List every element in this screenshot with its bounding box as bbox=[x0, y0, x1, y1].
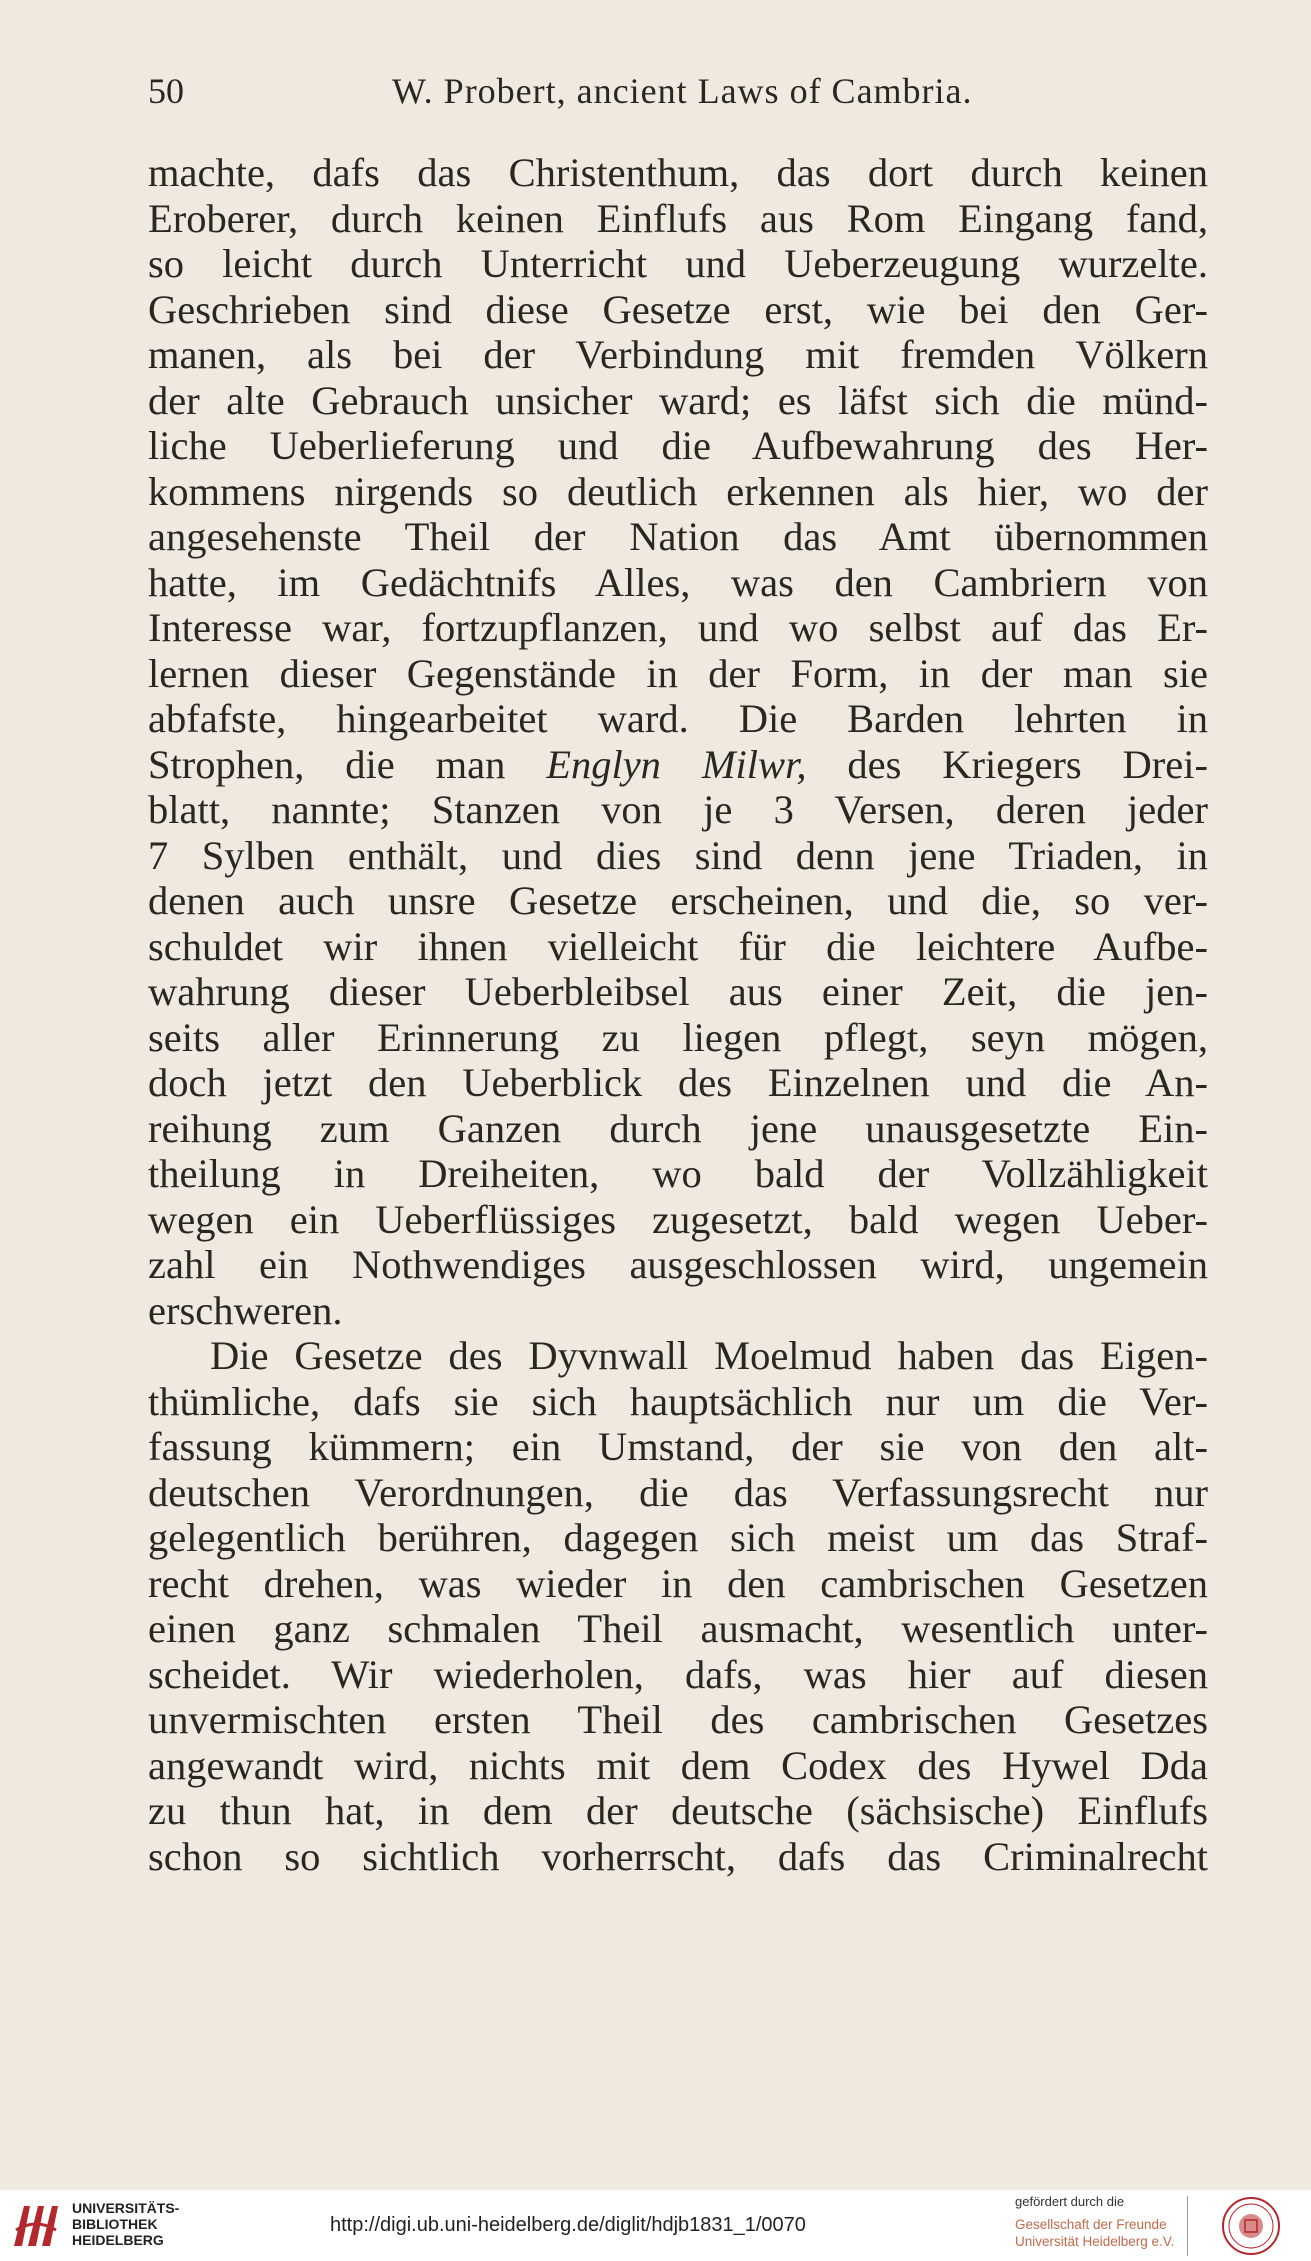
text-line: so leicht durch Unterricht und Ueberzeugung wurzelte. bbox=[148, 241, 1208, 286]
text-line: denen auch unsre Gesetze erscheinen, und die, so ver- bbox=[148, 878, 1208, 923]
text-segment: Strophen, die man bbox=[148, 741, 547, 787]
text-line: machte, dafs das Christenthum, das dort durch keinen bbox=[148, 150, 1208, 195]
text-line: doch jetzt den Ueberblick des Einzelnen und die An- bbox=[148, 1060, 1208, 1105]
text-line: Interesse war, fortzupflanzen, und wo selbst auf das Er- bbox=[148, 605, 1208, 650]
text-line: 7 Sylben enthält, und dies sind denn jene Triaden, in bbox=[148, 832, 1208, 878]
text-line: Eroberer, durch keinen Einflufs aus Rom Eingang fand, bbox=[148, 195, 1208, 241]
text-line: schon so sichtlich vorherrscht, dafs das Criminalrecht bbox=[148, 1833, 1208, 1879]
text-line: liche Ueberlieferung und die Aufbewahrung des Her- bbox=[148, 423, 1208, 468]
text-line: blatt, nannte; Stanzen von je 3 Versen, deren jeder bbox=[148, 787, 1208, 832]
text-line: zu thun hat, in dem der deutsche (sächsische) Einflufs bbox=[148, 1788, 1208, 1833]
text-line: thümliche, dafs sie sich hauptsächlich nur um die Ver- bbox=[148, 1378, 1208, 1424]
text-line: der alte Gebrauch unsicher ward; es läfst sich die münd- bbox=[148, 377, 1208, 423]
text-line: unvermischten ersten Theil des cambrischen Gesetzes bbox=[148, 1697, 1208, 1742]
text-line: wegen ein Ueberflüssiges zugesetzt, bald wegen Ueber- bbox=[148, 1196, 1208, 1242]
paragraph-last-line: erschweren. bbox=[148, 1287, 343, 1333]
digitization-footer bbox=[0, 2190, 1311, 2261]
text-line: deutschen Verordnungen, die das Verfassungsrecht nur bbox=[148, 1469, 1208, 1515]
body-text bbox=[148, 150, 1208, 1879]
italic-term: Englyn Milwr, bbox=[546, 741, 807, 787]
library-logo-icon bbox=[10, 2200, 62, 2250]
text-line: angesehenste Theil der Nation das Amt übernommen bbox=[148, 514, 1208, 559]
text-line: fassung kümmern; ein Umstand, der sie von den alt- bbox=[148, 1424, 1208, 1469]
text-line: schuldet wir ihnen vielleicht für die leichtere Aufbe- bbox=[148, 923, 1208, 969]
sponsor-label: gefördert durch die bbox=[1015, 2194, 1125, 2209]
sponsor-name: Gesellschaft der Freunde Universität Heidelberg e.V. bbox=[1015, 2217, 1175, 2249]
page-header bbox=[148, 70, 1208, 130]
text-line-with-italic bbox=[148, 742, 1208, 788]
text-line: reihung zum Ganzen durch jene unausgesetzte Ein- bbox=[148, 1105, 1208, 1151]
text-line: seits aller Erinnerung zu liegen pflegt, seyn mögen, bbox=[148, 1014, 1208, 1060]
text-line: zahl ein Nothwendiges ausgeschlossen wird, ungemein bbox=[148, 1242, 1208, 1287]
text-line: kommens nirgends so deutlich erkennen als hier, wo der bbox=[148, 468, 1208, 514]
text-line: abfafste, hingearbeitet ward. Die Barden lehrten in bbox=[148, 696, 1208, 741]
text-line: theilung in Dreiheiten, wo bald der Vollzähligkeit bbox=[148, 1151, 1208, 1196]
text-line: einen ganz schmalen Theil ausmacht, wesentlich unter- bbox=[148, 1606, 1208, 1651]
text-line: scheidet. Wir wiederholen, dafs, was hier auf diesen bbox=[148, 1651, 1208, 1697]
library-name: UNIVERSITÄTS- BIBLIOTHEK HEIDELBERG bbox=[72, 2200, 180, 2248]
paragraph-first-line: Die Gesetze des Dyvnwall Moelmud haben das Eigen- bbox=[210, 1333, 1208, 1378]
text-line: Geschrieben sind diese Gesetze erst, wie bei den Ger- bbox=[148, 286, 1208, 332]
text-line: wahrung dieser Ueberbleibsel aus einer Zeit, die jen- bbox=[148, 969, 1208, 1014]
text-line: gelegentlich berühren, dagegen sich meist um das Straf- bbox=[148, 1515, 1208, 1560]
source-link[interactable]: http://digi.ub.uni-heidelberg.de/diglit/hdjb1831_1/0070 bbox=[330, 2214, 806, 2236]
university-seal-icon bbox=[1206, 2196, 1296, 2256]
text-segment: des Kriegers Drei- bbox=[806, 741, 1209, 787]
divider bbox=[1187, 2196, 1188, 2256]
text-line: lernen dieser Gegenstände in der Form, in der man sie bbox=[148, 650, 1208, 696]
text-line: recht drehen, was wieder in den cambrischen Gesetzen bbox=[148, 1560, 1208, 1606]
text-line: hatte, im Gedächtnifs Alles, was den Cambriern von bbox=[148, 559, 1208, 605]
text-line: manen, als bei der Verbindung mit fremden Völkern bbox=[148, 332, 1208, 377]
page-number: 50 bbox=[148, 71, 184, 111]
text-line: angewandt wird, nichts mit dem Codex des Hywel Dda bbox=[148, 1742, 1208, 1788]
running-title: W. Probert, ancient Laws of Cambria. bbox=[392, 71, 973, 111]
